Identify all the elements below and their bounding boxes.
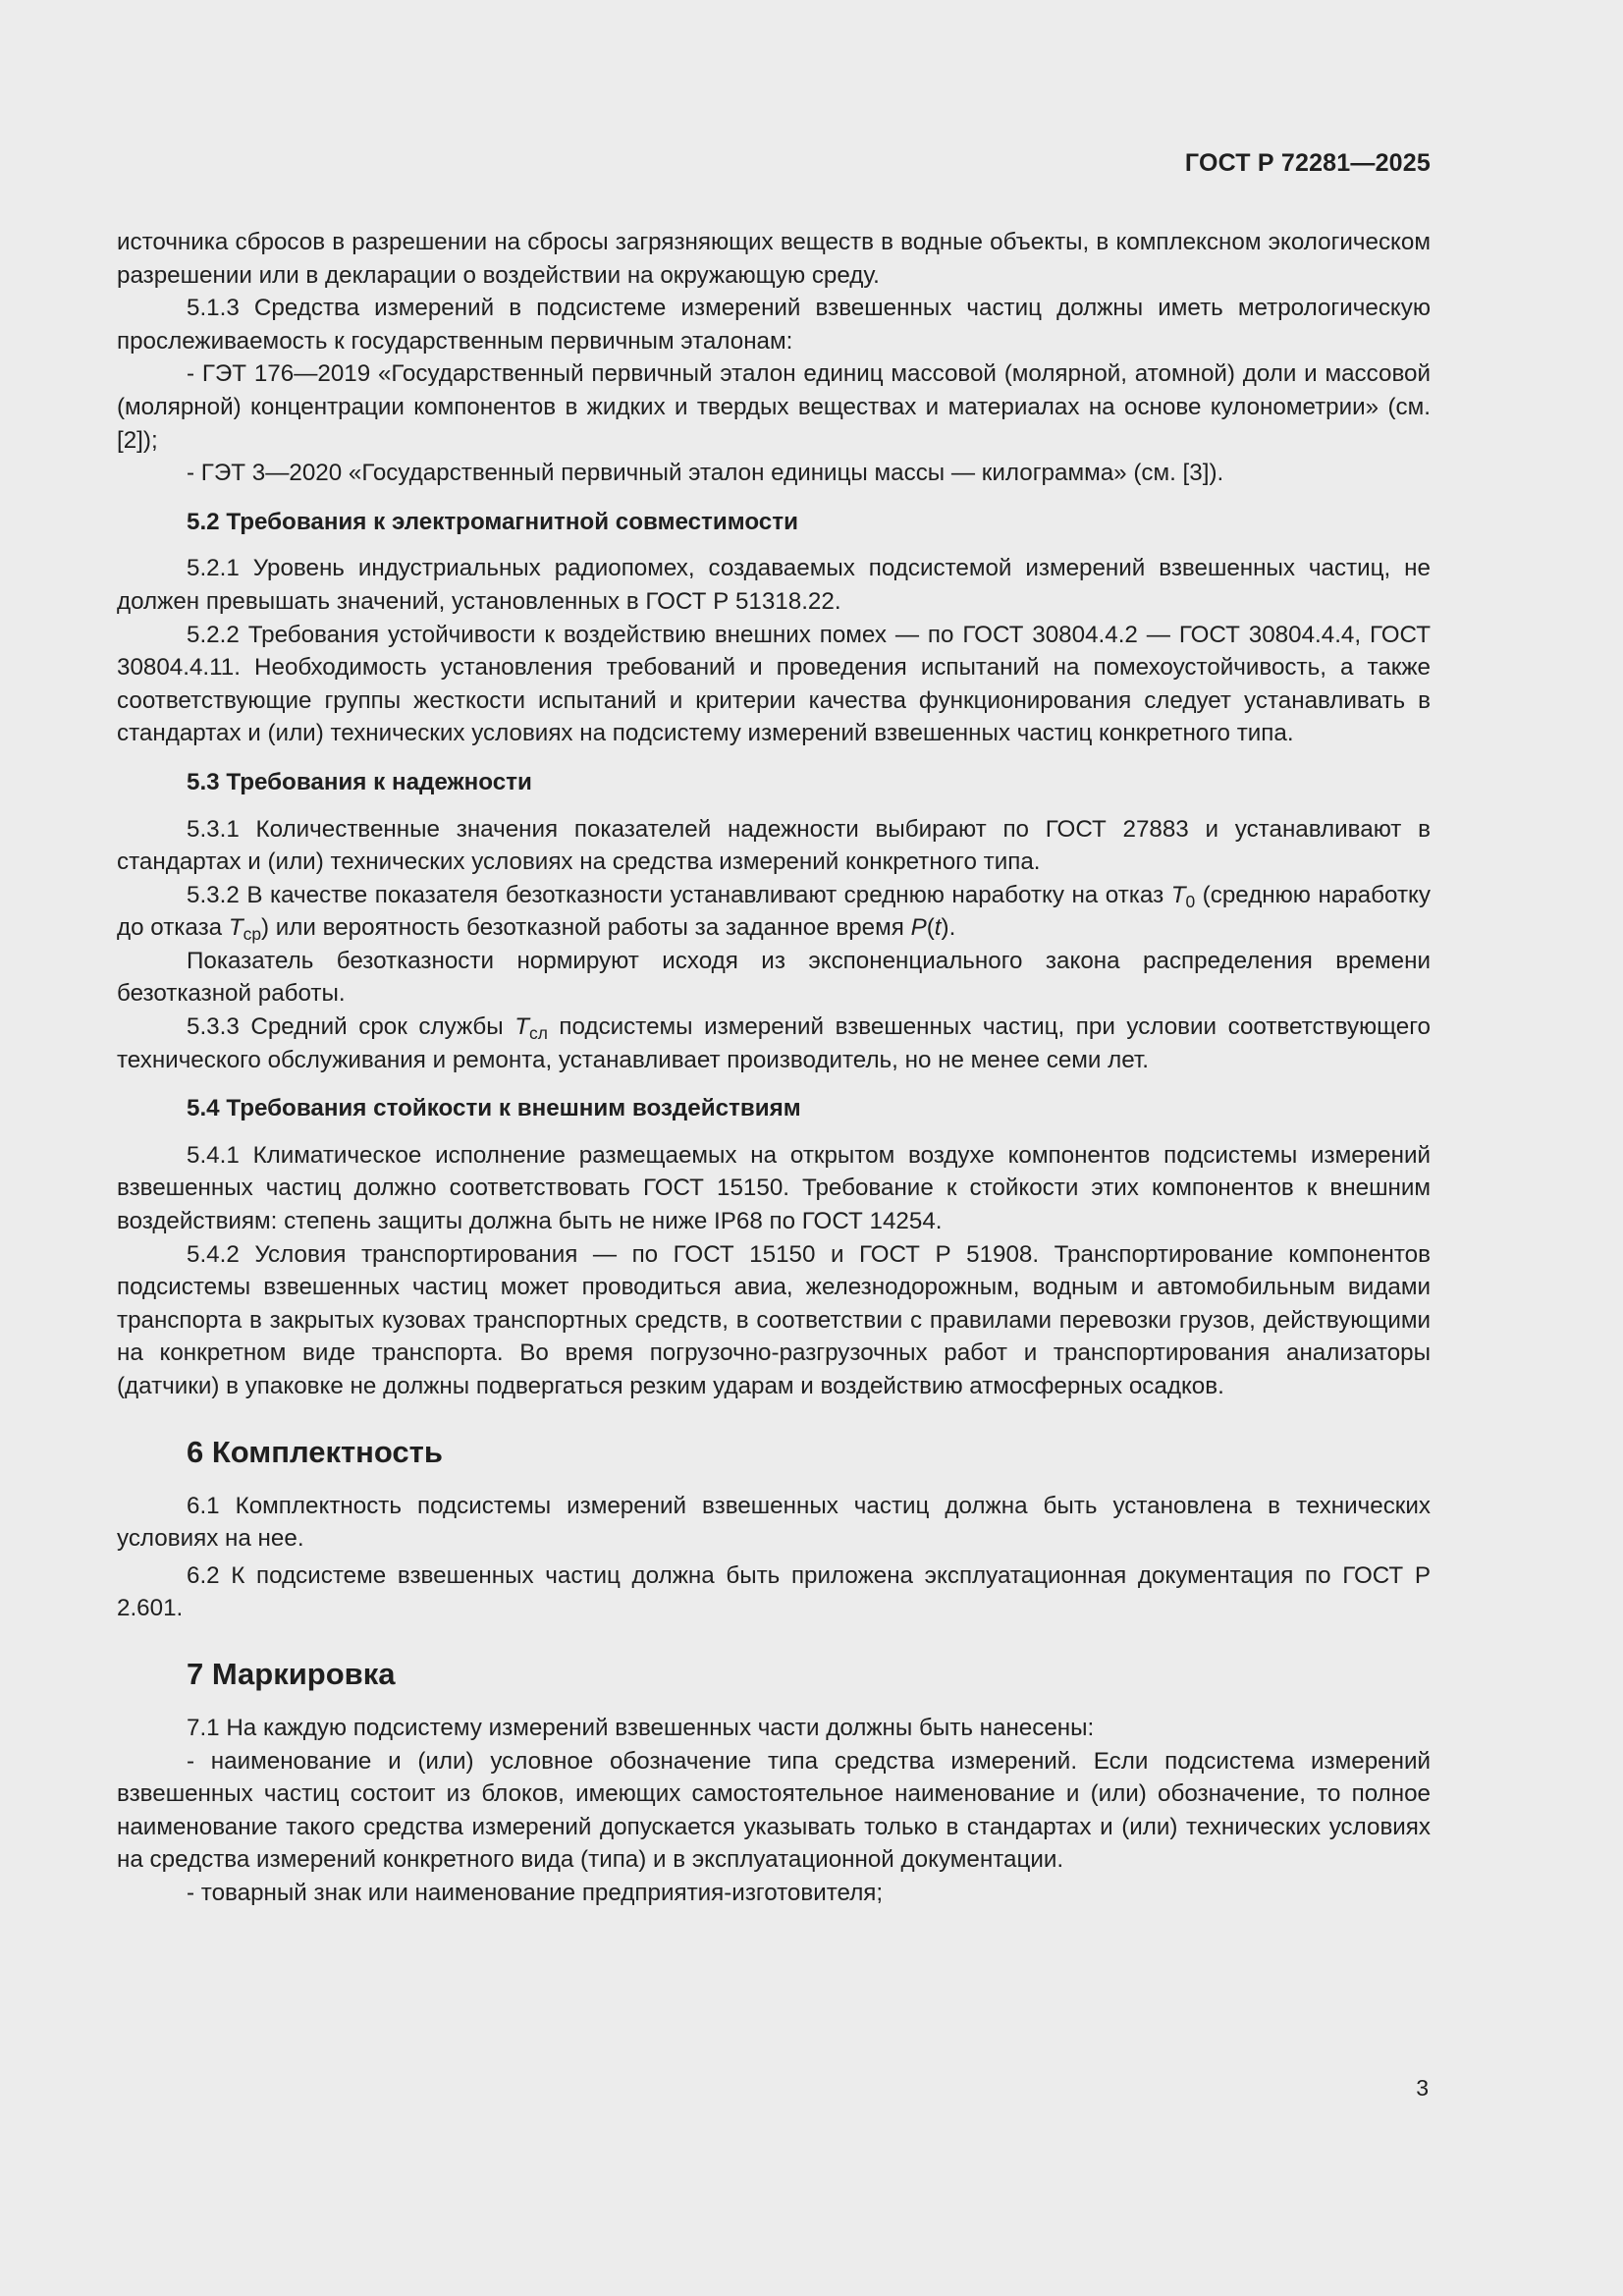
symbol-t: T xyxy=(1170,881,1186,908)
page-number: 3 xyxy=(1416,2075,1429,2101)
section-heading-5-2: 5.2 Требования к электромагнитной совместимости xyxy=(187,508,798,535)
subscript: 0 xyxy=(1185,891,1196,911)
text-run: ). xyxy=(941,914,956,942)
text-run: (среднюю наработку до отказа xyxy=(117,881,1431,942)
list-item-get-176: - ГЭТ 176—2019 «Государственный первичный эталон единиц массовой (молярной, атомной) доли и массовой (молярной) концентрации компонентов в жидких и твердых веществах и материалах на основе кулонометрии» (см. [2]); xyxy=(117,360,1431,454)
paragraph-7-1: 7.1 На каждую подсистему измерений взвешенных части должны быть нанесены: xyxy=(187,1714,1095,1741)
symbol-t-lower: t xyxy=(934,914,942,942)
text-run: 5.3.2 В качестве показателя безотказности устанавливают среднюю наработку на отказ xyxy=(187,881,1171,908)
list-item-trademark: - товарный знак или наименование предприятия-изготовителя; xyxy=(187,1879,884,1906)
subscript: ср xyxy=(243,924,262,945)
paragraph-5-3-1: 5.3.1 Количественные значения показателей надежности выбирают по ГОСТ 27883 и устанавливают в стандартах и (или) технических условиях на средства измерений конкретного типа. xyxy=(117,815,1431,876)
list-item-name: - наименование и (или) условное обозначение типа средства измерений. Если подсистема измерений взвешенных частиц состоит из блоков, имеющих самостоятельное наименование и (или) обозначение, то полное наименование такого средства измерений допускается указывать только в стандартах и (или) технических условиях на средства измерений конкретного вида (типа) и в эксплуатационной документации. xyxy=(117,1747,1431,1874)
paragraph-5-4-1: 5.4.1 Климатическое исполнение размещаемых на открытом воздухе компонентов подсистемы измерений взвешенных частиц должно соответствовать ГОСТ 15150. Требование к стойкости этих компонентов к внешним воздействиям: степень защиты должна быть не ниже IP68 по ГОСТ 14254. xyxy=(117,1141,1431,1235)
paragraph-5-2-2: 5.2.2 Требования устойчивости к воздействию внешних помех — по ГОСТ 30804.4.2 — ГОСТ 30804.4.4, ГОСТ 30804.4.11. Необходимость установления требований и проведения испытаний на помехоустойчивость, а также соответствующие группы жесткости испытаний и критерии качества функционирования следует устанавливать в стандартах и (или) технических условиях на подсистему измерений взвешенных частиц конкретного типа. xyxy=(117,621,1431,747)
list-item-get-3: - ГЭТ 3—2020 «Государственный первичный эталон единицы массы — килограмма» (см. [3]). xyxy=(187,460,1224,487)
paragraph-5-3-2-b: Показатель безотказности нормируют исходя из экспоненциального закона распределения времени безотказной работы. xyxy=(117,947,1431,1008)
subscript: сл xyxy=(529,1022,548,1043)
document-code: ГОСТ Р 72281—2025 xyxy=(1184,149,1431,177)
paragraph-5-3-2 xyxy=(117,879,1431,945)
text-run: ( xyxy=(926,914,935,942)
section-heading-7: 7 Маркировка xyxy=(187,1656,396,1691)
paragraph-5-4-2: 5.4.2 Условия транспортирования — по ГОСТ 15150 и ГОСТ Р 51908. Транспортирование компонентов подсистемы взвешенных частиц может проводиться авиа, железнодорожным, водным и автомобильным видами транспорта в закрытых кузовах транспортных средств, в соответствии с правилами перевозки грузов, действующими на конкретном виде транспорта. Во время погрузочно-разгрузочных работ и транспортирования анализаторы (датчики) в упаковке не должны подвергаться резким ударам и воздействию атмосферных осадков. xyxy=(117,1240,1431,1399)
text-run: 5.3.3 Средний срок службы xyxy=(187,1013,515,1041)
section-heading-6: 6 Комплектность xyxy=(187,1434,443,1469)
symbol-t: T xyxy=(228,914,243,942)
section-heading-5-4: 5.4 Требования стойкости к внешним воздействиям xyxy=(187,1095,801,1122)
paragraph-6-1: 6.1 Комплектность подсистемы измерений взвешенных частиц должна быть установлена в технических условиях на нее. xyxy=(117,1492,1431,1553)
symbol-t: T xyxy=(514,1013,529,1041)
paragraph-5-2-1: 5.2.1 Уровень индустриальных радиопомех, создаваемых подсистемой измерений взвешенных частиц, не должен превышать значений, установленных в ГОСТ Р 51318.22. xyxy=(117,555,1431,615)
text-run: подсистемы измерений взвешенных частиц, при условии соответствующего технического обслуживания и ремонта, устанавливает производитель, но не менее семи лет. xyxy=(117,1013,1431,1073)
section-heading-5-3: 5.3 Требования к надежности xyxy=(187,768,532,795)
symbol-p: P xyxy=(910,914,927,942)
paragraph-6-2: 6.2 К подсистеме взвешенных частиц должна быть приложена эксплуатационная документация по ГОСТ Р 2.601. xyxy=(117,1561,1431,1622)
text-run: ) или вероятность безотказной работы за заданное время xyxy=(261,914,911,942)
paragraph-5-1-3: 5.1.3 Средства измерений в подсистеме измерений взвешенных частиц должны иметь метрологическую прослеживаемость к государственным первичным эталонам: xyxy=(117,295,1431,355)
document-body xyxy=(117,226,1431,1910)
paragraph-intro: источника сбросов в разрешении на сбросы загрязняющих веществ в водные объекты, в комплексном экологическом разрешении или в декларации о воздействии на окружающую среду. xyxy=(117,229,1431,289)
paragraph-5-3-3 xyxy=(117,1011,1431,1076)
